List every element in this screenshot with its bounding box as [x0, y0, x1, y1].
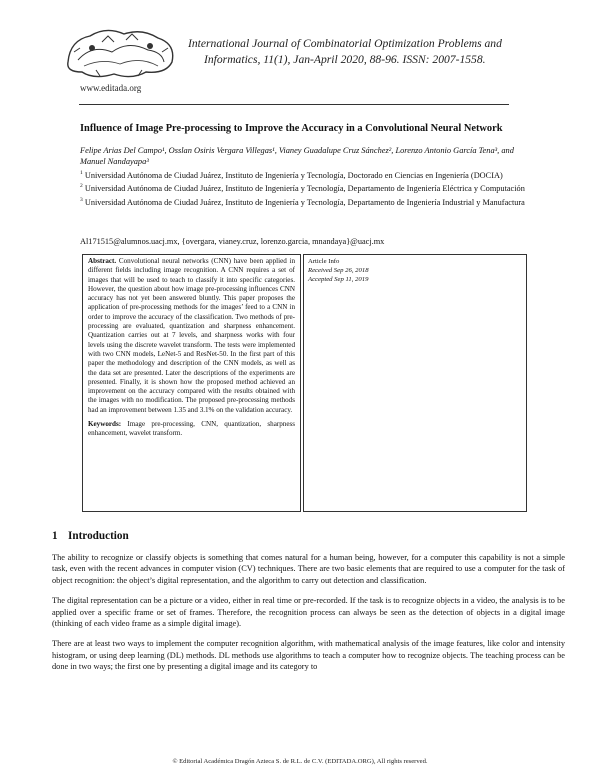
- header-divider: [79, 104, 509, 105]
- affiliation-1: $^1$ Universidad Autónoma de Ciudad Juárez, Instituto de Ingeniería y Tecnología, Doctorado en Ciencias en Ingeniería (DOCIA): [80, 170, 503, 180]
- abstract-label: Abstract.: [88, 257, 117, 265]
- section-number: 1: [52, 530, 58, 542]
- affiliation-3: $^3$ Universidad Autónoma de Ciudad Juárez, Instituto de Ingeniería y Tecnología, Departamento de Ingeniería Industrial y Manufactura: [80, 196, 525, 207]
- abstract-text: Convolutional neural networks (CNN) have been applied in different fields including image recognition. A CNN requires a set of images that will be used to teach to classify it into specific categories. However, the question about how image pre-processing influences CNN accuracy has not yet been answered bluntly. This paper proposes the application of pre-processing methods for the images’ feed to a CNN in order to improve the accuracy of the classification. Two methods of pre-processing are evaluated, quantization and sharpness enhancement. Quantization carries out at 7 levels, and sharpness works with four levels using the discrete wavelet transform. The tests were implemented with two CNN models, LeNet-5 and ResNet-50. In the first part of this paper the methodology and description of the CNN models, as well as the data set are presented. Later the descriptions of the experiments are presented. Finally, it is shown how the proposed method achieved an improvement on the accuracy compared with the results obtained with the images with no modification. The proposed pre-processing methods had an improvement between 1.35 and 3.1% on the validation accuracy.: [88, 257, 295, 414]
- journal-line-1: International Journal of Combinatorial Optimization Problems and: [188, 37, 502, 50]
- affiliation-2: $^2$ Universidad Autónoma de Ciudad Juárez, Instituto de Ingeniería y Tecnología, Departamento de Ingeniería Eléctrica y Computación: [80, 183, 525, 194]
- keywords-label: Keywords:: [88, 420, 122, 429]
- editada-logo: [62, 22, 180, 84]
- journal-header: [188, 36, 568, 67]
- body-paragraph-3: There are at least two ways to implement the computer recognition algorithm, with mathematical analysis of the image features, like color and intensity histogram, or using deep learning (DL) methods. DL methods use algorithms to teach a computer how to recognize objects. The teaching process can be done in two ways; the first one by presenting a digital image and its category to: [52, 639, 565, 672]
- abstract-box: [82, 254, 301, 512]
- keywords-text: Image pre-processing, CNN, quantization, sharpness enhancement, wavelet transform.: [88, 420, 295, 438]
- author-emails: Al171515@alumnos.uacj.mx, {overgara, vianey.cruz, lorenzo.garcia, mnandaya}@uacj.mx: [80, 237, 385, 246]
- body-paragraph-1: The ability to recognize or classify objects is something that comes natural for a human being, however, for a computer this capability is not a simple task, even with the recent advances in computer vision (CV) techniques. There are two basic elements that are required to use a computer for the task of object recognition: the object’s digital representation, and the algorithm to carry out detection and classification.: [52, 553, 565, 585]
- affiliations: [80, 168, 525, 208]
- received-date: Received Sep 26, 2018: [308, 266, 369, 274]
- body-text: [52, 552, 565, 682]
- paper-authors: Felipe Arias Del Campo¹, Osslan Osiris Vergara Villegas¹, Vianey Guadalupe Cruz Sánchez², Lorenzo Antonio García Tena³, and Manuel Nandayapa³: [80, 146, 514, 166]
- abstract-paragraph: [88, 257, 295, 415]
- article-info-heading: Article Info: [308, 258, 340, 265]
- journal-line-2: Informatics, 11(1), Jan-April 2020, 88-96. ISSN: 2007-1558.: [204, 52, 486, 66]
- website-url[interactable]: www.editada.org: [80, 83, 142, 93]
- section-heading: [52, 530, 129, 542]
- body-paragraph-2: The digital representation can be a picture or a video, either in real time or pre-recorded. If the task is to recognize objects in a video, the analysis is to be applied over a specific frame or set of frames. Therefore, the recognition process can always be seen as the detection of objects in a digital image (thinking of each video frame as a simple digital image).: [52, 596, 565, 629]
- accepted-date: Accepted Sep 11, 2019: [308, 275, 369, 283]
- keywords: [88, 420, 295, 439]
- article-info-box: [303, 254, 527, 512]
- copyright-footer: © Editorial Académica Dragón Azteca S. de R.L. de C.V. (EDITADA.ORG), All rights reserved.: [172, 758, 428, 765]
- section-title: Introduction: [68, 530, 129, 542]
- paper-title: Influence of Image Pre-processing to Improve the Accuracy in a Convolutional Neural Network: [80, 123, 503, 134]
